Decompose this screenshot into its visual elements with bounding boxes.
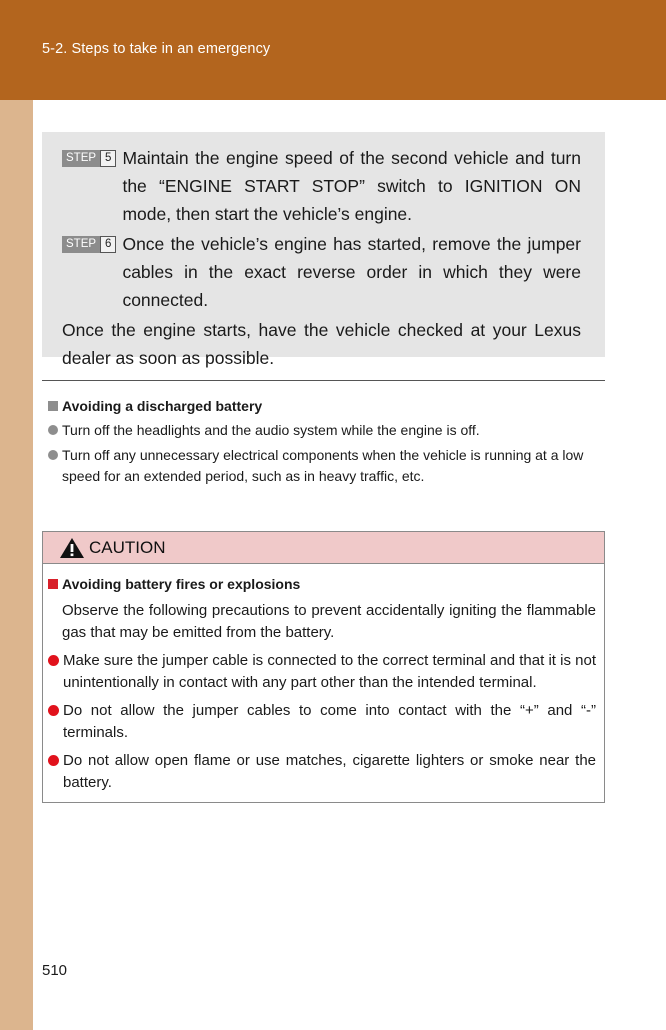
- list-item-text: Turn off the headlights and the audio system while the engine is off.: [62, 422, 480, 438]
- caution-box: [42, 531, 605, 803]
- step-badge-label: STEP: [62, 236, 100, 253]
- list-item-text: Do not allow open flame or use matches, cigarette lighters or smoke near the battery.: [63, 752, 596, 791]
- page-header: [0, 0, 666, 100]
- list-item: [48, 445, 604, 487]
- step-text: Maintain the engine speed of the second vehicle and turn the “ENGINE START STOP” switch to IGNITION ON mode, then start the vehicle’s engine.: [122, 148, 581, 224]
- info-section: [48, 398, 604, 487]
- caution-body: [43, 564, 604, 794]
- list-item: [48, 700, 596, 744]
- divider: [42, 380, 605, 381]
- step-6: [62, 230, 581, 314]
- caution-title: CAUTION: [89, 537, 166, 557]
- step-5: [62, 144, 581, 228]
- step-badge: [62, 236, 116, 253]
- list-item-text: Make sure the jumper cable is connected to the correct terminal and that it is not unintentionally in contact with any part other than the intended terminal.: [63, 652, 596, 691]
- caution-heading-text: Avoiding battery fires or explosions: [62, 576, 301, 592]
- square-bullet-icon: [48, 401, 58, 411]
- list-item-text: Do not allow the jumper cables to come into contact with the “+” and “-” terminals.: [63, 702, 596, 741]
- caution-list: [48, 650, 596, 794]
- caution-intro: Observe the following precautions to prevent accidentally igniting the flammable gas that may be emitted from the battery.: [62, 602, 596, 641]
- list-item: [48, 420, 604, 441]
- square-bullet-icon: [48, 579, 58, 589]
- step-box: [42, 132, 605, 368]
- bullet-dot-icon: [48, 755, 59, 766]
- step-badge-number: 6: [100, 236, 116, 253]
- step-badge-label: STEP: [62, 150, 100, 167]
- list-item: [48, 750, 596, 794]
- page-number: 510: [42, 962, 68, 979]
- info-list: [48, 420, 604, 487]
- info-heading-text: Avoiding a discharged battery: [62, 398, 263, 414]
- warning-triangle-icon: [59, 537, 85, 559]
- side-strip: [0, 100, 33, 1030]
- caution-heading: [48, 576, 596, 592]
- bullet-dot-icon: [48, 425, 58, 435]
- step-text: Once the vehicle’s engine has started, remove the jumper cables in the exact reverse order in which they were connected.: [122, 234, 581, 310]
- step-badge: [62, 150, 116, 167]
- caution-header: [43, 532, 604, 564]
- list-item-text: Turn off any unnecessary electrical components when the vehicle is running at a low speed for an extended period, such as in heavy traffic, etc.: [62, 447, 584, 484]
- info-heading: [48, 398, 604, 414]
- step-badge-number: 5: [100, 150, 116, 167]
- bullet-dot-icon: [48, 705, 59, 716]
- bullet-dot-icon: [48, 655, 59, 666]
- step-note: Once the engine starts, have the vehicle checked at your Lexus dealer as soon as possible.: [62, 320, 581, 368]
- bullet-dot-icon: [48, 450, 58, 460]
- section-title: 5-2. Steps to take in an emergency: [42, 41, 271, 57]
- list-item: [48, 650, 596, 694]
